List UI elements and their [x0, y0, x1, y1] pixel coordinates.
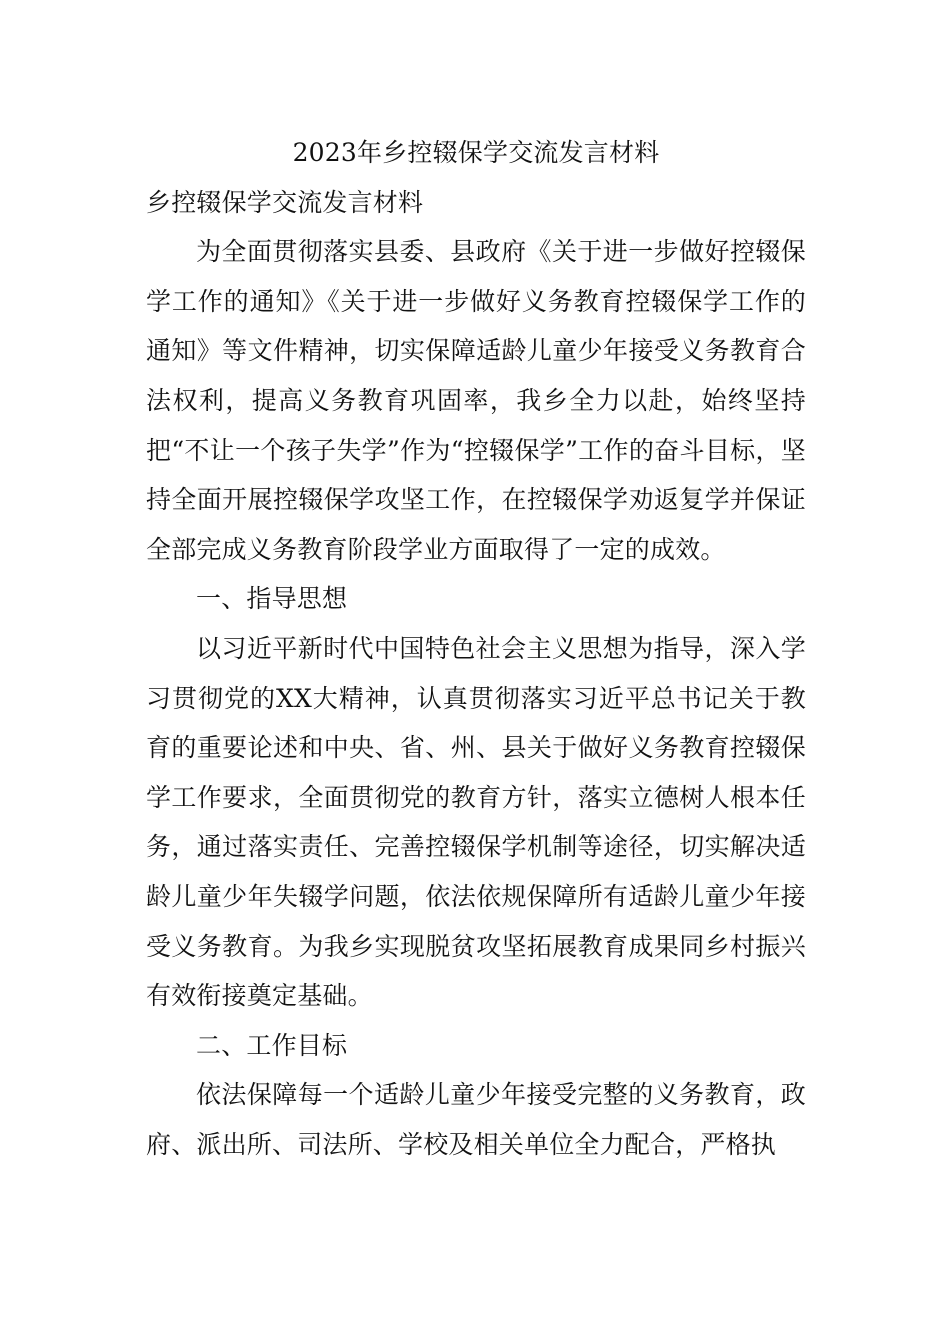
work-goals-paragraph: 依法保障每一个适龄儿童少年接受完整的义务教育，政府、派出所、司法所、学校及相关单位全力配合，严格执 — [146, 1080, 806, 1159]
document-body — [146, 128, 806, 1169]
document-title: 2023年乡控辍保学交流发言材料 — [292, 138, 660, 167]
section-heading-work-goals: 二、工作目标 — [196, 1030, 348, 1060]
guiding-ideology-paragraph: 以习近平新时代中国特色社会主义思想为指导，深入学习贯彻党的XX大精神，认真贯彻落实习近平总书记关于教育的重要论述和中央、省、州、县关于做好义务教育控辍保学工作要求，全面贯彻党的教育方针，落实立德树人根本任务，通过落实责任、完善控辍保学机制等途径，切实解决适龄儿童少年失辍学问题，依法依规保障所有适龄儿童少年接受义务教育。为我乡实现脱贫攻坚拓展教育成果同乡村振兴有效衔接奠定基础。 — [146, 633, 806, 1011]
document-subtitle: 乡控辍保学交流发言材料 — [146, 187, 424, 217]
intro-paragraph: 为全面贯彻落实县委、县政府《关于进一步做好控辍保学工作的通知》《关于进一步做好义务教育控辍保学工作的通知》等文件精神，切实保障适龄儿童少年接受义务教育合法权利，提高义务教育巩固率，我乡全力以赴，始终坚持把“不让一个孩子失学”作为“控辍保学”工作的奋斗目标，坚持全面开展控辍保学攻坚工作，在控辍保学劝返复学并保证全部完成义务教育阶段学业方面取得了一定的成效。 — [146, 237, 806, 564]
section-heading-guiding-ideology: 一、指导思想 — [196, 584, 348, 614]
